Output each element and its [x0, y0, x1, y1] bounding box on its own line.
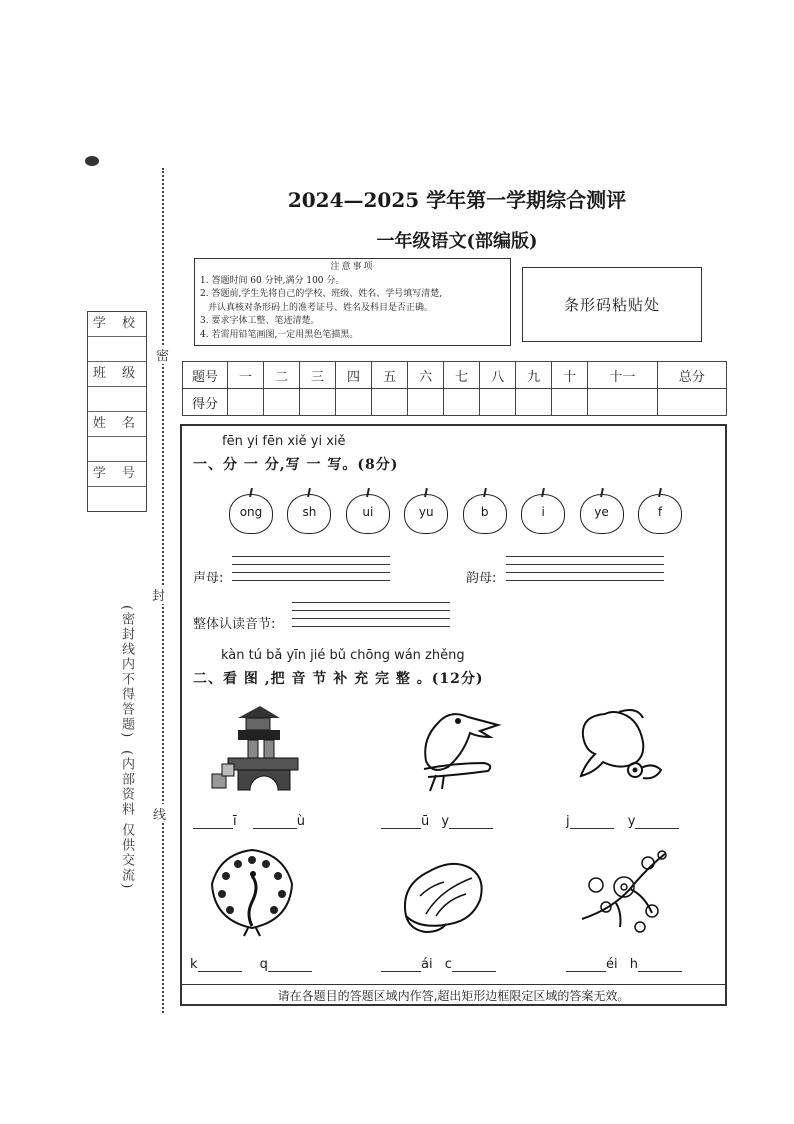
- blank[interactable]: [635, 815, 679, 829]
- notice-item: 2. 答题前,学生先将自己的学校、班级、姓名、学号填写清楚,: [200, 289, 443, 299]
- ink-spot: [85, 156, 99, 166]
- zhengti-label: 整体认读音节:: [193, 617, 276, 632]
- apple-letter: i: [541, 505, 545, 519]
- apple-icon: [229, 488, 275, 534]
- blank[interactable]: [638, 958, 682, 972]
- question-number-header: 题号: [183, 362, 228, 389]
- score-cell[interactable]: [552, 389, 588, 416]
- column-header: 十一: [588, 362, 657, 389]
- yunmu-label: 韵母:: [466, 571, 497, 586]
- fill-item-goldfish: j y: [566, 814, 679, 829]
- seal-char-feng: 封: [152, 585, 165, 604]
- name-label: 姓 名: [88, 412, 146, 437]
- blank[interactable]: [566, 958, 606, 972]
- score-cell[interactable]: [480, 389, 516, 416]
- apple-icon: [580, 488, 626, 534]
- apple-icon: [346, 488, 392, 534]
- apple-letter: f: [657, 505, 663, 519]
- barcode-area: [522, 267, 702, 342]
- blank[interactable]: [381, 815, 421, 829]
- blank[interactable]: [381, 958, 421, 972]
- plum-blossom-picture: [576, 845, 674, 937]
- column-header: 七: [444, 362, 480, 389]
- blank[interactable]: [449, 815, 493, 829]
- notice-box: [194, 258, 511, 346]
- score-cell[interactable]: [588, 389, 657, 416]
- apple-letter: b: [480, 505, 489, 519]
- footer-note: 请在各题目的答题区域内作答,超出矩形边框限定区域的答案无效。: [180, 984, 727, 1007]
- score-cell[interactable]: [516, 389, 552, 416]
- column-header: 八: [480, 362, 516, 389]
- notice-item: 并认真核对条形码上的准考证号、姓名及科目是否正确。: [208, 302, 434, 313]
- student-info-table: [87, 311, 147, 512]
- class-field[interactable]: [88, 387, 146, 412]
- apple-letter: ong: [239, 505, 263, 519]
- q2-title: 二、看 图 ,把 音 节 补 充 完 整 。(12分): [193, 671, 484, 687]
- cabbage-picture: [396, 856, 488, 936]
- seal-warning: (密封线内不得答题): [119, 605, 134, 740]
- blank[interactable]: [253, 815, 297, 829]
- shengmu-answer-lines[interactable]: [232, 556, 390, 581]
- blank[interactable]: [268, 958, 312, 972]
- apple-icon: [521, 488, 567, 534]
- class-label: 班 级: [88, 362, 146, 387]
- exam-title: 2024—2025 学年第一学期综合测评: [287, 188, 627, 212]
- barcode-label: 条形码粘贴处: [563, 296, 660, 314]
- apple-row: [229, 488, 684, 534]
- score-row: [183, 389, 727, 416]
- column-header: 十: [552, 362, 588, 389]
- notice-item: 3. 要求字体工整、笔迹清楚。: [200, 316, 320, 326]
- peacock-picture: [206, 846, 298, 938]
- school-label: 学 校: [88, 312, 146, 337]
- column-header: 总分: [657, 362, 726, 389]
- blank[interactable]: [198, 958, 242, 972]
- crow-picture: [410, 703, 502, 795]
- school-field[interactable]: [88, 337, 146, 362]
- score-table: [182, 361, 727, 416]
- fill-item-peacock: k q: [190, 957, 312, 972]
- q1-pinyin: fēn yi fēn xiě yi xiě: [222, 434, 346, 449]
- seal-char-xian: 线: [153, 804, 166, 823]
- seal-char-mi: 密: [156, 345, 169, 364]
- name-field[interactable]: [88, 437, 146, 462]
- score-cell[interactable]: [372, 389, 408, 416]
- apple-icon: [638, 488, 684, 534]
- yunmu-answer-lines[interactable]: [506, 556, 664, 581]
- score-cell[interactable]: [228, 389, 264, 416]
- apple-icon: [404, 488, 450, 534]
- apple-letter: ui: [362, 505, 374, 519]
- fill-item-cabbage: ái c: [381, 957, 496, 972]
- student-number-label: 学 号: [88, 462, 146, 487]
- student-number-field[interactable]: [88, 487, 146, 511]
- score-cell[interactable]: [657, 389, 726, 416]
- fill-item-crow: ū y: [381, 814, 493, 829]
- blank[interactable]: [570, 815, 614, 829]
- column-header: 二: [264, 362, 300, 389]
- zhengti-answer-lines[interactable]: [292, 602, 450, 627]
- notice-item: 4. 若需用铅笔画图,一定用黑色笔描黑。: [200, 329, 359, 340]
- column-header: 一: [228, 362, 264, 389]
- score-cell[interactable]: [336, 389, 372, 416]
- fill-item-blocks: ī ù: [193, 814, 305, 829]
- fill-item-plum: éi h: [566, 957, 682, 972]
- blank[interactable]: [193, 815, 233, 829]
- score-cell[interactable]: [264, 389, 300, 416]
- notice-item: 1. 答题时间 60 分钟,满分 100 分。: [200, 275, 345, 286]
- apple-icon: [463, 488, 509, 534]
- column-header: 六: [408, 362, 444, 389]
- exam-subtitle: 一年级语文(部编版): [376, 231, 538, 252]
- apple-icon: [287, 488, 333, 534]
- q1-title: 一、分 一 分,写 一 写。(8分): [193, 457, 399, 473]
- internal-material-note: (内部资料 仅供交流): [119, 750, 134, 891]
- column-header: 三: [300, 362, 336, 389]
- column-header: 五: [372, 362, 408, 389]
- q2-pinyin: kàn tú bǎ yīn jié bǔ chōng wán zhěng: [221, 648, 465, 663]
- score-cell[interactable]: [408, 389, 444, 416]
- score-cell[interactable]: [300, 389, 336, 416]
- column-header: 四: [336, 362, 372, 389]
- shengmu-label: 声母:: [193, 571, 224, 586]
- notice-heading: 注意事项: [330, 262, 375, 272]
- apple-letter: sh: [302, 505, 317, 519]
- question-number-row: [183, 362, 727, 389]
- goldfish-picture: [575, 706, 667, 790]
- apple-letter: ye: [594, 505, 609, 519]
- score-cell[interactable]: [444, 389, 480, 416]
- score-header: 得分: [183, 389, 228, 416]
- building-blocks-picture: [208, 700, 304, 795]
- column-header: 九: [516, 362, 552, 389]
- apple-letter: yu: [418, 505, 434, 519]
- blank[interactable]: [452, 958, 496, 972]
